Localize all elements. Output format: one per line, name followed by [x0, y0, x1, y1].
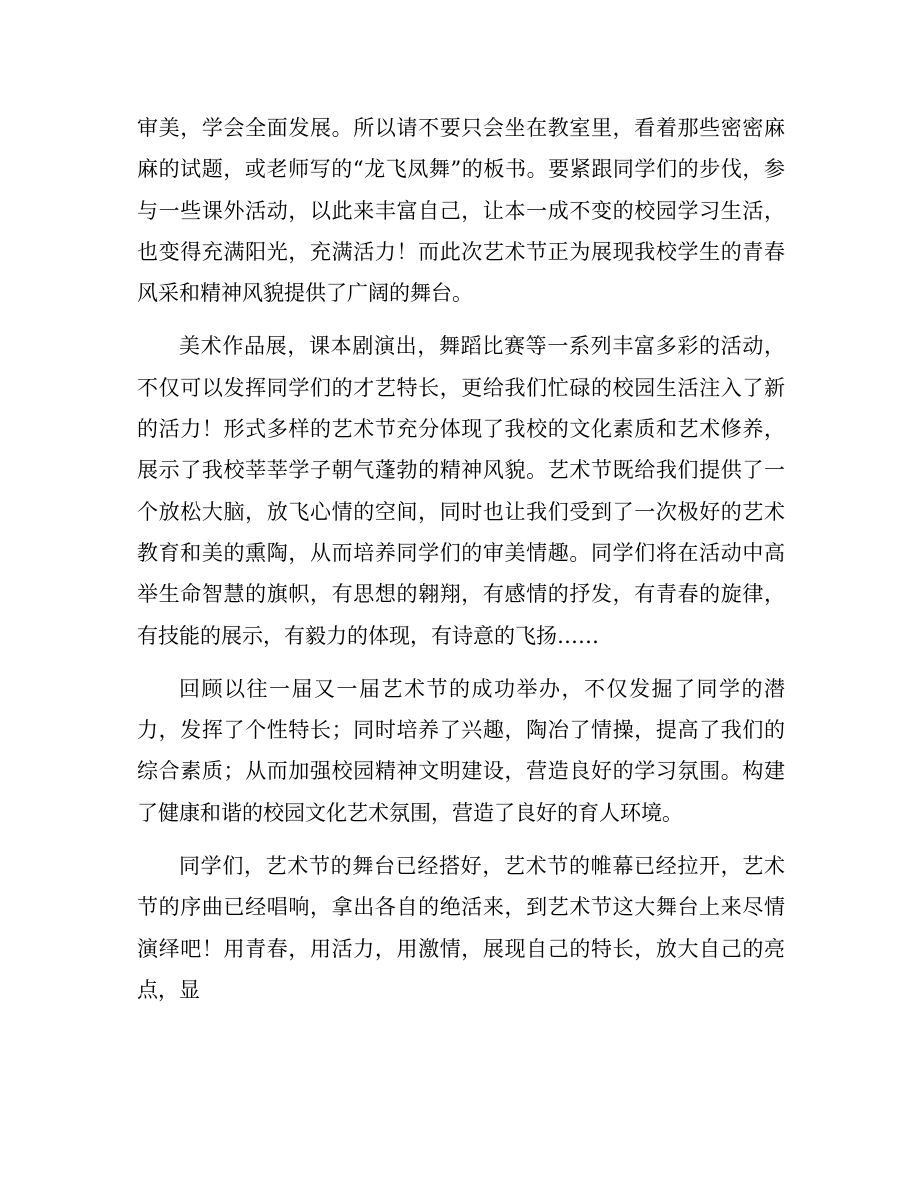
paragraph-1: 审美，学会全面发展。所以请不要只会坐在教室里，看着那些密密麻麻的试题，或老师写的“龙飞凤舞”的板书。要紧跟同学们的步伐，参与一些课外活动，以此来丰富自己，让本一成不变的校园学习生活，也变得充满阳光，充满活力！而此次艺术节正为展现我校学生的青春风采和精神风貌提供了广阔的舞台。	[137, 116, 785, 306]
paragraph-4: 同学们，艺术节的舞台已经搭好，艺术节的帷幕已经拉开，艺术节的序曲已经唱响，拿出各自的绝活来，到艺术节这大舞台上来尽情演绎吧！用青春，用活力，用激情，展现自己的特长，放大自己的亮点，显	[137, 854, 785, 1002]
paragraph-3: 回顾以往一届又一届艺术节的成功举办，不仅发掘了同学的潜力，发挥了个性特长；同时培养了兴趣，陶冶了情操，提高了我们的综合素质；从而加强校园精神文明建设，营造良好的学习氛围。构建了健康和谐的校园文化艺术氛围，营造了良好的育人环境。	[137, 676, 785, 825]
paragraph-2: 美术作品展，课本剧演出，舞蹈比赛等一系列丰富多彩的活动，不仅可以发挥同学们的才艺特长，更给我们忙碌的校园生活注入了新的活力！形式多样的艺术节充分体现了我校的文化素质和艺术修养，展示了我校莘莘学子朝气蓬勃的精神风貌。艺术节既给我们提供了一个放松大脑，放飞心情的空间，同时也让我们受到了一次极好的艺术教育和美的熏陶，从而培养同学们的审美情趣。同学们将在活动中高举生命智慧的旗帜，有思想的翱翔，有感情的抒发，有青春的旋律，有技能的展示，有毅力的体现，有诗意的飞扬……	[137, 334, 785, 648]
document-body	[137, 108, 785, 1011]
